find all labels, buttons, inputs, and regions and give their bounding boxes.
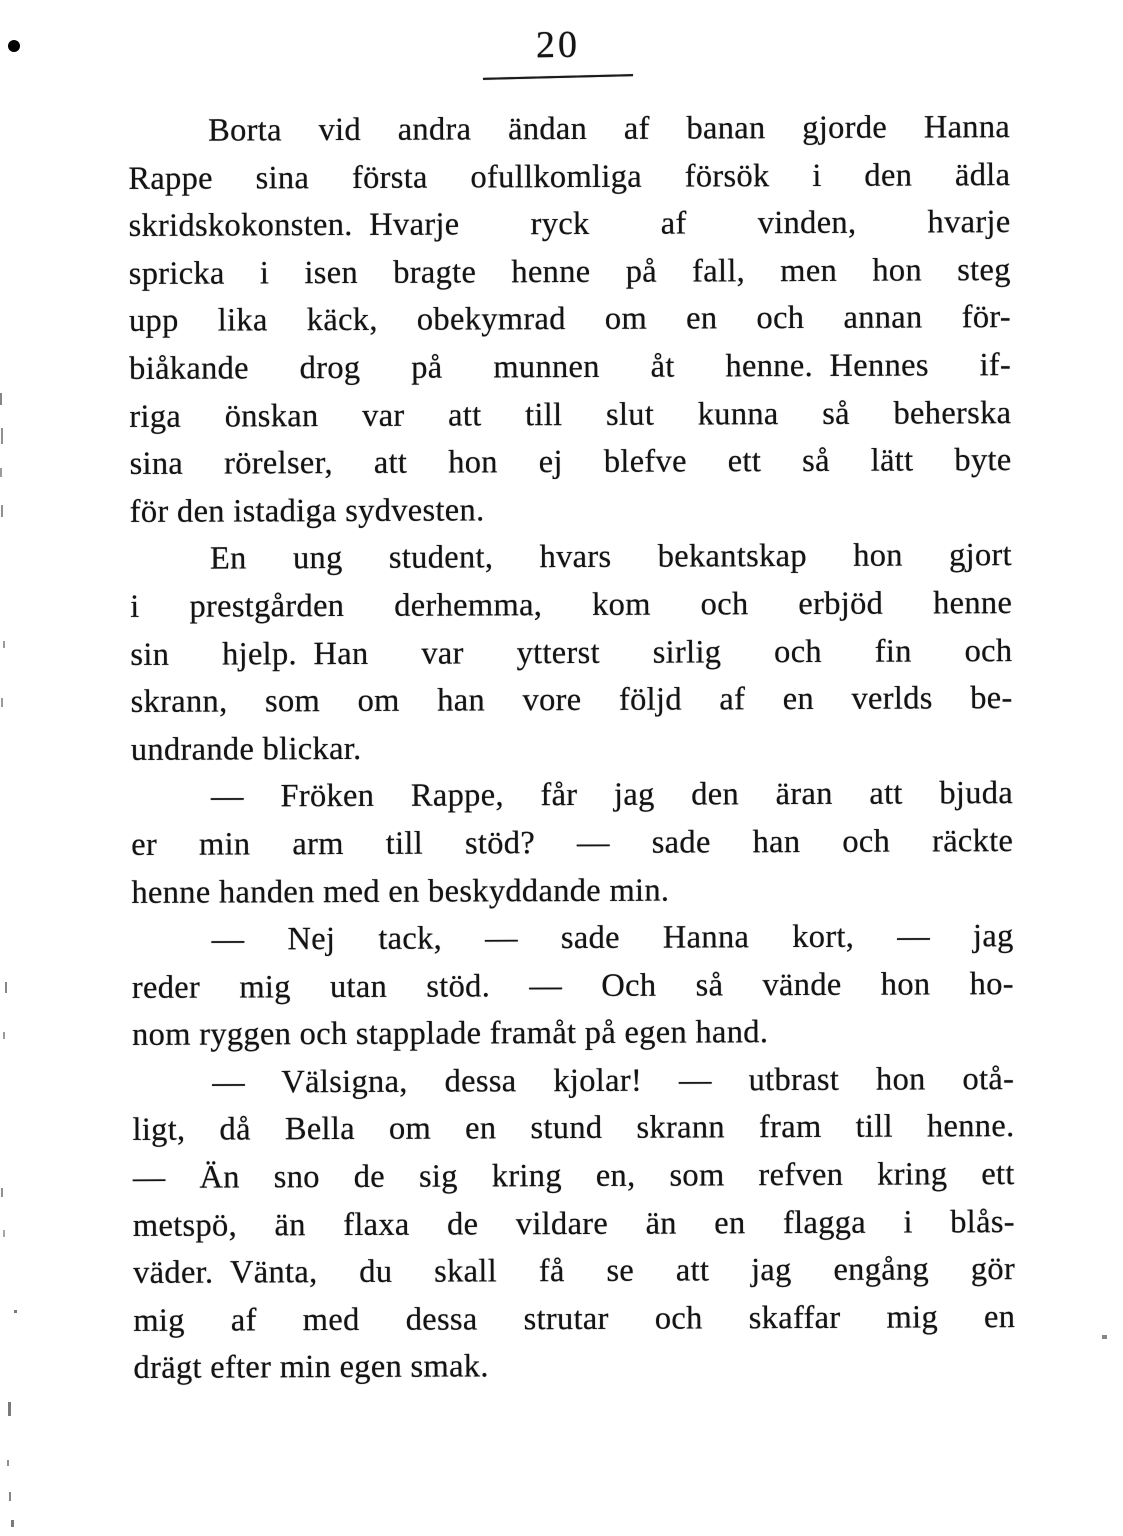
- paragraph: [131, 770, 1014, 917]
- paragraph: [130, 532, 1013, 774]
- scan-speck: [1, 428, 3, 444]
- scan-speck: [0, 393, 2, 405]
- text-line: metspö, än flaxa de vildare än en flagga i blås-: [132, 1203, 1015, 1244]
- text-line: Borta vid andra ändan af banan gjorde Hanna: [208, 109, 1011, 149]
- scan-speck: [3, 1032, 5, 1039]
- text-line: för den istadiga sydvesten.: [129, 492, 485, 530]
- text-line: drägt efter min egen smak.: [133, 1348, 489, 1387]
- scan-speck: [3, 1230, 5, 1237]
- text-line: spricka i isen bragte henne på fall, men hon steg: [128, 251, 1011, 292]
- text-line: upp lika käck, obekymrad om en och annan för-: [128, 299, 1012, 340]
- page-number-rule: [483, 74, 633, 80]
- text-line: — Än sno de sig kring en, som refven kring ett: [132, 1156, 1015, 1196]
- scan-speck: [0, 468, 2, 477]
- text-line: — Välsigna, dessa kjolar! — utbrast hon otå-: [212, 1060, 1015, 1101]
- scan-speck: [1, 698, 3, 707]
- page-text: [128, 104, 1016, 1393]
- text-line: reder mig utan stöd. — Och så vände hon ho-: [131, 965, 1014, 1006]
- scan-speck: [7, 1460, 9, 1466]
- scan-speck: [3, 641, 5, 648]
- page-header: [483, 23, 634, 67]
- text-line: i prestgården derhemma, kom och erbjöd henne: [130, 585, 1013, 625]
- ink-blot: [8, 40, 20, 52]
- text-line: — Nej tack, — sade Hanna kort, — jag: [211, 918, 1014, 958]
- text-line: skridskokonsten. Hvarje ryck af vinden, hvarje: [128, 204, 1011, 245]
- paragraph: [132, 913, 1015, 1060]
- text-line: — Fröken Rappe, får jag den äran att bjuda: [210, 775, 1014, 815]
- text-line: ligt, då Bella om en stund skrann fram till henne.: [132, 1108, 1015, 1149]
- scan-speck: [1, 1188, 3, 1197]
- scan-speck: [1, 505, 3, 517]
- scan-speck: [11, 1520, 14, 1527]
- page-number: 20: [535, 23, 581, 67]
- text-line: Rappe sina första ofullkomliga försök i den ädla: [128, 156, 1011, 197]
- scan-speck: [9, 1492, 11, 1501]
- text-line: henne handen med en beskyddande min.: [131, 872, 670, 911]
- text-line: väder. Vänta, du skall få se att jag engång gör: [133, 1251, 1016, 1292]
- text-line: biåkande drog på munnen åt henne. Hennes if-: [129, 347, 1012, 387]
- scan-speck: [1102, 1335, 1107, 1339]
- text-line: En ung student, hvars bekantskap hon gjort: [209, 537, 1013, 577]
- paragraph: [128, 104, 1012, 536]
- scan-speck: [8, 1402, 11, 1416]
- text-line: mig af med dessa strutar och skaffar mig en: [133, 1298, 1016, 1339]
- text-line: skrann, som om han vore följd af en verlds be-: [130, 680, 1013, 721]
- scan-speck: [5, 982, 7, 993]
- paragraph: [132, 1056, 1015, 1393]
- text-line: riga önskan var att till slut kunna så beherska: [129, 394, 1012, 435]
- text-line: nom ryggen och stapplade framåt på egen hand.: [131, 1014, 769, 1054]
- scan-speck: [14, 1310, 17, 1313]
- text-line: sin hjelp. Han var ytterst sirlig och fin och: [130, 632, 1013, 673]
- text-line: er min arm till stöd? — sade han och räckte: [131, 822, 1014, 863]
- text-line: undrande blickar.: [130, 730, 362, 768]
- text-line: sina rörelser, att hon ej blefve ett så lätt byte: [129, 442, 1012, 483]
